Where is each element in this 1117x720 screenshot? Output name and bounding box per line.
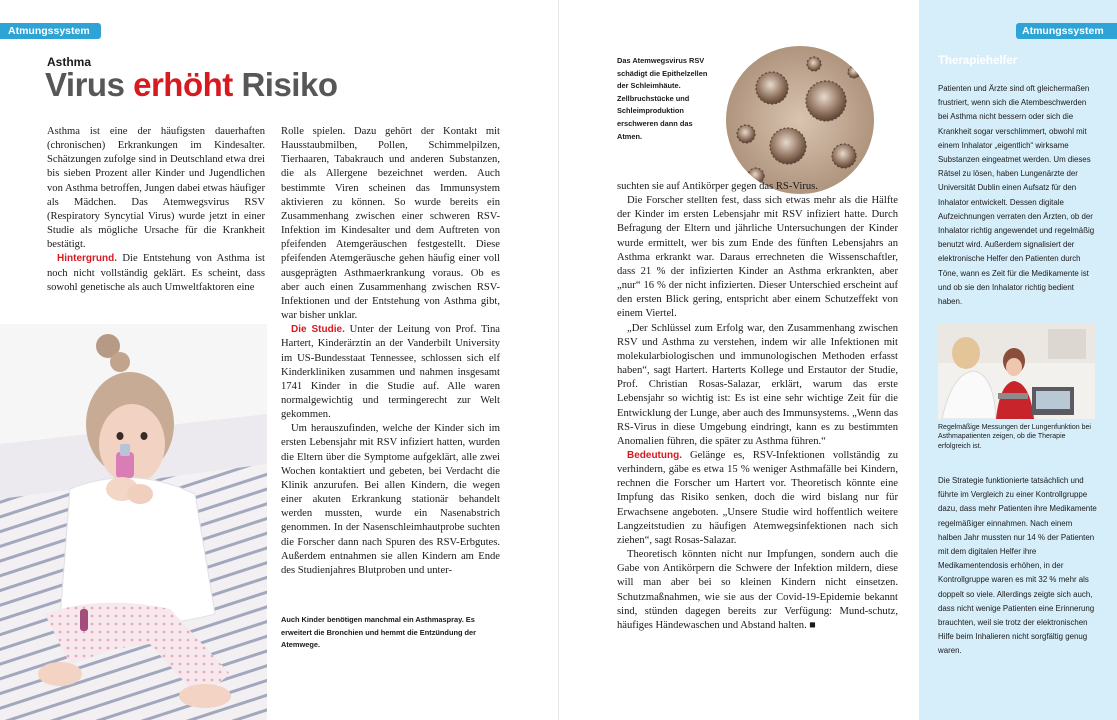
child-photo-caption: Auch Kinder benötigen manchmal ein Asthmaspray. Es erweitert die Bronchien und hemmt die Entzündung der Atemwege. [281, 615, 477, 650]
subhead-study: Die Studie. [291, 324, 345, 336]
virus-image-caption: Das Atemwegsvirus RSV schädigt die Epithelzellen der Schleimhäute. Zellbruchstücke und Schleimproduktion erschweren dann das Atmen. [617, 56, 708, 141]
article-column-3 [617, 180, 898, 633]
lung-function-illustration [938, 323, 1095, 419]
child-inhaler-photo [0, 324, 267, 720]
sidebar-text-results: Die Strategie funktionierte tatsächlich und führte im Vergleich zu einer Kontrollgruppe dazu, dass mehr Patienten ihre Medikamente regelmäßiger einnahmen. Nach einem halben Jahr mussten nur 14 % der Patienten mit dem digitalen Helfer ihre Medikamentendosis erhöhen, in der Kontrollgruppe waren es mit 32 % mehr als doppelt so viele. Allerdings zeigte sich auch, dass nicht wenige Patienten eine Erinnerung brauchten, weil sie trotz der elektronischen Hilfe beim Inhalieren nicht sorgfältig genug waren. [938, 476, 1097, 656]
section-tab-left: Atmungssystem [0, 23, 101, 39]
headline-part-3: Risiko [232, 66, 338, 103]
study-paragraph [281, 323, 500, 422]
virus-micrograph [726, 46, 874, 194]
child-inhaler-illustration [0, 324, 267, 720]
article-column-2 [281, 125, 500, 578]
study-text: Unter der Leitung von Prof. Tina Hartert, Kinderärztin an der Vanderbilt University im US-Bundesstaat Tennessee, schlossen sich elf Kinderkliniken zusammen und nahmen insgesamt 1741 Kinder in die Studie auf. Alle waren normalgewichtig und termingerecht zur Welt gekommen. [281, 324, 500, 421]
lung-function-photo [938, 323, 1095, 419]
significance-paragraph [617, 449, 898, 548]
intro-paragraph: Asthma ist eine der häufigsten dauerhaften (chronischen) Erkrankungen im Kindesalter. Schätzungen zufolge sind in Deutschland etwa drei bis sieben Prozent aller Kinder und Jugendlichen von Asthma betroffen, Jungen dabei etwas häufiger als Mädchen. Das Atemwegsvirus RSV (Respiratory Syncytial Virus) wurde jetzt in einer Studie als mögliche Ursache für die Krankheit bestätigt. [47, 126, 265, 251]
section-tab-right: Atmungssystem [1016, 23, 1117, 39]
background-text: Die Entstehung von Asthma ist noch nicht vollständig geklärt. Es scheint, dass sowohl genetische als auch Umweltfaktoren eine [47, 253, 265, 293]
results-paragraph: Die Forscher stellten fest, dass sich etwas mehr als die Hälfte der Kinder im ersten Lebensjahr mit RSV infiziert hatte. Durch Befragung der Eltern und jährliche Untersuchungen der Kinder wurde ermittelt, wer bis zum Ende des fünften Lebensjahrs an Asthma erkrankt war. Daraus errechneten die Wissenschaftler, dass 21 % der infizierten Kinder an Asthma erkrankten, aber „nur“ 16 % der nicht infizierten. Dieser Unterschied erscheint auf den ersten Blick gering, entspricht aber einem Schutzeffekt von einem Viertel. [617, 195, 898, 320]
headline-part-1: Virus [45, 66, 134, 103]
headline-highlight: erhöht [133, 66, 233, 103]
sidebar-photo-caption: Regelmäßige Messungen der Lungenfunktion bei Asthmapatienten zeigen, ob die Therapie erfolgreich ist. [938, 424, 1091, 450]
article-kicker: Asthma [47, 55, 92, 69]
method-paragraph: Um herauszufinden, welche der Kinder sich im ersten Lebensjahr mit RSV infiziert hatten, wurden die Eltern über die Symptome aufgeklärt, alle zwei Wochen kontaktiert und gebeten, bei Verdacht die Klinik anzurufen. Bei allen Kindern, die wegen einer akuten Erkrankung stationär behandelt werden mussten, wurde ein Nasenabstrich genommen. In der Nasenschleimhautprobe suchten die Forscher dann nach Spuren des RSV-Erbgutes. Außerdem entnahmen sie allen Kindern am Ende des Studienjahres Blutproben und unter- [281, 423, 500, 576]
allergen-paragraph: Rolle spielen. Dazu gehört der Kontakt mit Hausstaubmilben, Pollen, Schimmelpilzen, Tierhaaren, Tabakrauch und anderen Substanzen, die als Allergene bezeichnet werden. Auch bestimmte Viren scheinen das Immunsystem aktivieren zu können. So wurde bereits ein Zusammenhang zwischen einer schweren RSV-Infektion im Kindesalter und dem Auftreten von pfeifenden Atemgeräuschen festgestellt. Diese pfeifenden Atemgeräusche gehen häufig einer voll ausgeprägten Asthmaerkrankung voraus. Ob es aber auch einen Zusammenhang zwischen RSV-Infektionen und der Entstehung von Asthma gibt, war bisher unklar. [281, 126, 500, 322]
antibody-paragraph: suchten sie auf Antikörper gegen das RS-Virus. [617, 181, 818, 192]
sidebar-title: Therapiehelfer [938, 55, 1018, 67]
subhead-significance: Bedeutung. [627, 449, 682, 461]
sidebar-text-intro: Patienten und Ärzte sind oft gleichermaßen frustriert, wenn sich die Atembeschwerden bei Asthma nicht bessern oder sich die Krankheit sogar verschlimmert, obwohl mit einem Inhalator „eigentlich“ wirksame Substanzen eingeatmet werden. Um dieses Rätsel zu lösen, haben Lungenärzte der Universität Dublin einen Aufsatz für den Inhalator entwickelt. Dessen digitale Aufzeichnungen verraten den Ärzten, ob der Inhalator richtig angewendet und regelmäßig benutzt wird. Außerdem signalisiert der elektronische Helfer den Patienten durch Töne, wann es Zeit für die Medikamente ist und ob sie den Inhalator richtig bedient haben. [938, 84, 1095, 307]
article-headline [45, 63, 337, 107]
page-gutter [558, 0, 559, 720]
background-paragraph [47, 252, 265, 294]
significance-text: Gelänge es, RSV-Infektionen vollständig zu verhindern, gäbe es etwa 15 % weniger Asthmafälle bei Kindern, rechnen die Forscher um Hartert vor. Theoretisch könnte eine Impfung das Risiko senken, doch die wird bislang nur für Erwachsene angeboten. „Unsere Studie wird hoffentlich weitere Langzeitstudien zu häufigen Atemwegsinfektionen nach sich ziehen“, sagt Rosas-Salazar. [617, 449, 898, 546]
virus-particles-illustration [726, 46, 874, 194]
quote-paragraph: „Der Schlüssel zum Erfolg war, den Zusammenhang zwischen RSV und Asthma zu verstehen, indem wir alle Infektionen mit molekularbiologischen und immunologischen Methoden erfasst haben“, sagt Hartert. Harterts Kollege und Erstautor der Studie, Prof. Christian Rosas-Salazar, erklärt, warum das erste Lebensjahr so wichtig ist: Es ist eine sehr wichtige Zeit für die Entwicklung der Lunge, aber auch des Immunsystems. „Wenn das RS-Virus in diese Umgebung eindringt, kann es zu bestimmten Anomalien führen, die später zu Asthma führen.“ [617, 322, 898, 447]
subhead-background: Hintergrund. [57, 253, 117, 265]
article-column-1 [47, 125, 265, 295]
closing-paragraph: Theoretisch könnten nicht nur Impfungen, sondern auch die Gabe von Antikörpern die Schwere der Infektion mildern, diese will man aber bei so kleinen Kindern nicht einsetzen. Schutzmaßnahmen, wie sie aus der Covid-19-Epidemie bekannt sind, stünden dagegen bereits zur Verfügung: Mund-schutz, häufiges Händewaschen und Abstand halten. ■ [617, 549, 898, 631]
